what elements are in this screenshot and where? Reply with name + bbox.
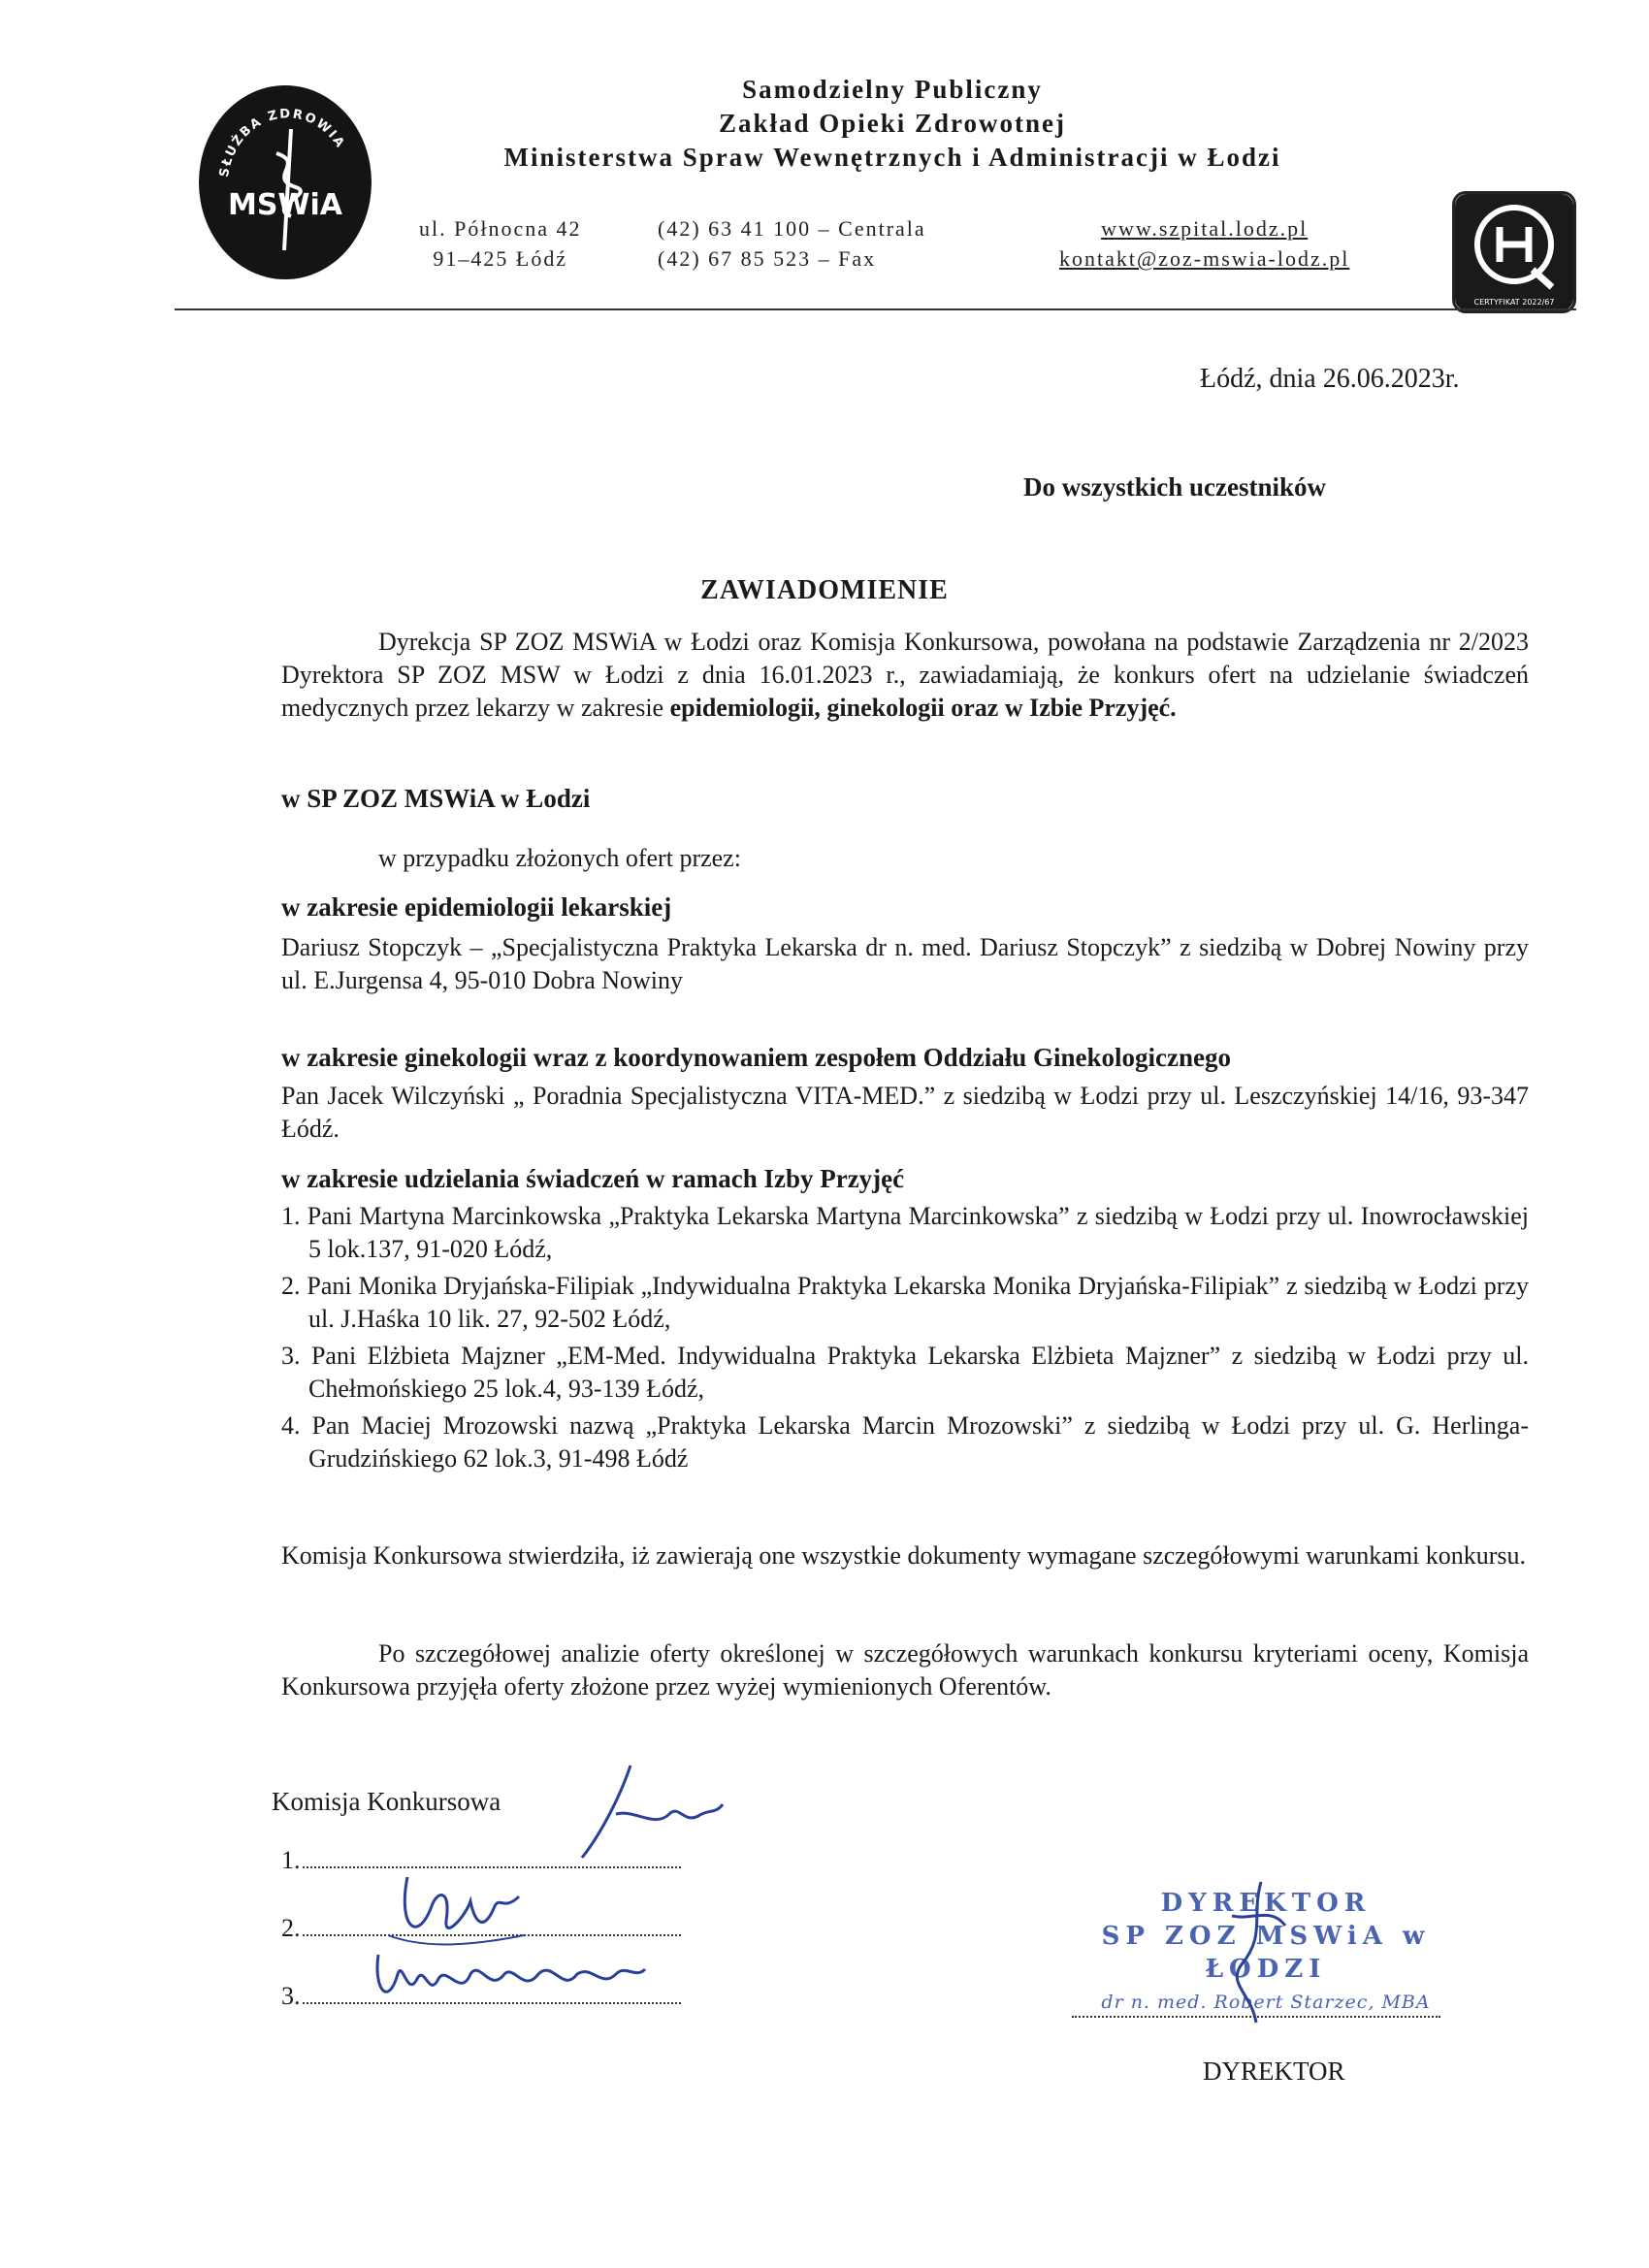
svg-text:SŁUŻBA ZDROWIA: SŁUŻBA ZDROWIA — [216, 107, 348, 178]
address-city: 91–425 Łódź — [433, 246, 568, 271]
admissions-offer-list — [281, 1200, 1529, 1479]
address-street: ul. Północna 42 — [419, 216, 582, 241]
stamp-director-name: dr n. med. Robert Starzec, MBA — [1101, 1992, 1431, 2013]
list-item: 3. Pani Elżbieta Majzner „EM-Med. Indywidualna Praktyka Lekarska Elżbieta Majzner” z siedzibą w Łodzi przy ul. Chełmońskiego 25 lok.4, 93-139 Łódź, — [281, 1342, 1529, 1403]
conclusion-paragraph: Komisja Konkursowa stwierdziła, iż zawierają one wszystkie dokumenty wymagane szczegółowymi warunkami konkursu. — [281, 1541, 1527, 1570]
section-gynecology-body: Pan Jacek Wilczyński „ Poradnia Specjalistyczna VITA-MED.” z siedzibą w Łodzi przy ul. Leszczyńskiej 14/16, 93-347 Łódź. — [281, 1082, 1529, 1143]
svg-text:CERTYFIKAT 2022/67: CERTYFIKAT 2022/67 — [1473, 298, 1555, 307]
stamp-institution: SP ZOZ MSWiA w ŁODZI — [1101, 1922, 1431, 1984]
section-gynecology-title: w zakresie ginekologii wraz z koordynowaniem zespołem Oddziału Ginekologicznego — [281, 1043, 1231, 1072]
phone-numbers — [658, 213, 926, 274]
phone-fax: (42) 67 85 523 – Fax — [658, 246, 877, 271]
org-line-1: Samodzielny Publiczny — [742, 75, 1043, 104]
document-heading: ZAWIADOMIENIE — [700, 575, 949, 605]
org-line-3: Ministerstwa Spraw Wewnętrznych i Administracji w Łodzi — [503, 143, 1281, 172]
list-item: 4. Pan Maciej Mrozowski nazwą „Praktyka Lekarska Marcin Mrozowski” z siedzibą w Łodzi przy ul. G. Herlinga-Grudzińskiego 62 lok.3, 91-498 Łódź — [281, 1411, 1529, 1473]
phone-central: (42) 63 41 100 – Centrala — [658, 216, 926, 241]
addressee: Do wszystkich uczestników — [1023, 472, 1327, 502]
org-line-2: Zakład Opieki Zdrowotnej — [718, 109, 1067, 138]
quality-certificate-icon — [1452, 191, 1576, 313]
section-admissions-title: w zakresie udzielania świadczeń w ramach Izby Przyjęć — [281, 1164, 905, 1193]
institution-logo — [199, 85, 372, 279]
director-signature-scribble — [1212, 1877, 1300, 2032]
section-epidemiology-body: Dariusz Stopczyk – „Specjalistyczna Praktyka Lekarska dr n. med. Dariusz Stopczyk” z siedzibą w Dobrej Nowiny przy ul. E.Jurgensa 4, 95-010 Dobra Nowiny — [281, 933, 1529, 994]
signature-3-scribble — [369, 1940, 650, 2018]
list-item: 2. Pani Monika Dryjańska-Filipiak „Indywidualna Praktyka Lekarska Monika Dryjańska-Filipiak” z siedzibą w Łodzi przy ul. J.Haśka 10 lik. 27, 92-502 Łódź, — [281, 1272, 1529, 1333]
place-line: w SP ZOZ MSWiA w Łodzi — [281, 784, 591, 813]
web-contact — [1059, 213, 1349, 274]
director-signature-line — [1072, 2016, 1440, 2018]
postal-address — [419, 213, 582, 274]
signature-number: 3. — [281, 1982, 301, 2010]
analysis-paragraph: Po szczegółowej analizie oferty określonej w szczegółowych warunkach konkursu kryteriami oceny, Komisja Konkursowa przyjęła oferty złożone przez wyżej wymienionych Oferentów. — [281, 1639, 1529, 1701]
document-date: Łódź, dnia 26.06.2023r. — [1200, 364, 1460, 394]
offers-intro: w przypadku złożonych ofert przez: — [378, 844, 741, 872]
signature-1-scribble — [563, 1756, 728, 1863]
signature-number: 2. — [281, 1914, 301, 1942]
intro-bold-scope: epidemiologii, ginekologii oraz w Izbie Przyjęć. — [669, 694, 1177, 722]
website-link[interactable]: www.szpital.lodz.pl — [1101, 216, 1309, 241]
director-label: DYREKTOR — [1203, 2057, 1345, 2086]
organization-name — [407, 73, 1377, 175]
intro-text: Dyrekcja SP ZOZ MSWiA w Łodzi oraz Komisja Konkursowa, powołana na podstawie Zarządzenia nr 2/2023 Dyrektora SP ZOZ MSW w Łodzi z dnia 16.01.2023 r., zawiadamiają, że konkurs ofert na udzielanie świadczeń medycznych przez lekarzy w zakresie — [281, 628, 1529, 722]
svg-text:MSWiA: MSWiA — [227, 188, 343, 222]
stamp-title: DYREKTOR — [1160, 1889, 1372, 1918]
signature-number: 1. — [281, 1846, 301, 1874]
section-epidemiology-title: w zakresie epidemiologii lekarskiej — [281, 892, 672, 922]
email-link[interactable]: kontakt@zoz-mswia-lodz.pl — [1059, 246, 1350, 271]
committee-label: Komisja Konkursowa — [272, 1787, 501, 1816]
intro-paragraph — [281, 626, 1529, 725]
list-item: 1. Pani Martyna Marcinkowska „Praktyka Lekarska Martyna Marcinkowska” z siedzibą w Łodzi przy ul. Inowrocławskiej 5 lok.137, 91-020 Łódź, — [281, 1202, 1529, 1263]
header-divider — [175, 308, 1576, 310]
